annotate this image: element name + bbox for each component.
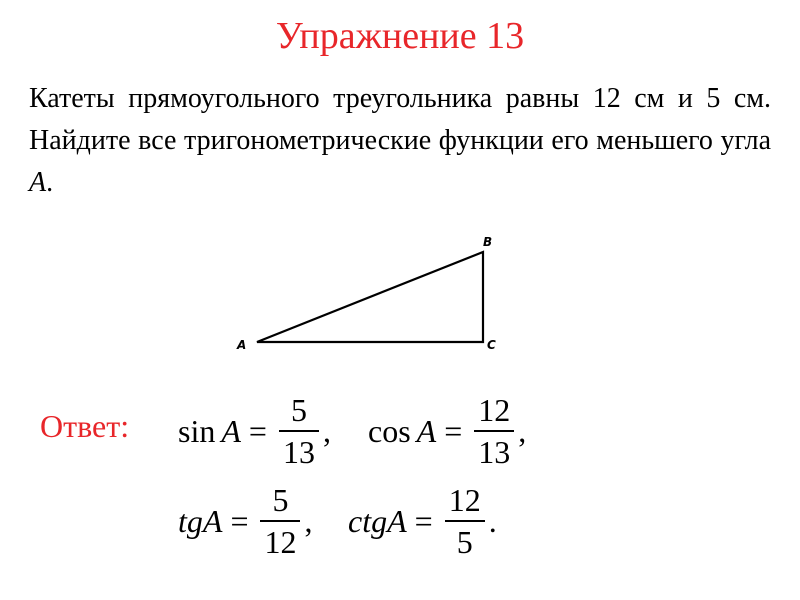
triangle-figure bbox=[225, 228, 515, 358]
tg-function: tgA bbox=[178, 502, 223, 539]
sin-equals: = bbox=[248, 412, 267, 449]
tg-denominator: 12 bbox=[264, 524, 297, 560]
ctg-function: ctgA bbox=[348, 502, 407, 539]
answer-label: Ответ: bbox=[40, 408, 130, 444]
sin-punct: , bbox=[322, 412, 331, 449]
problem-statement bbox=[29, 78, 771, 204]
formula-tg bbox=[178, 482, 312, 560]
ctg-numerator: 12 bbox=[448, 482, 481, 518]
vertex-label-a: A bbox=[237, 338, 247, 352]
cos-equals: = bbox=[444, 412, 463, 449]
formula-sin bbox=[178, 392, 331, 470]
cos-punct: , bbox=[518, 412, 527, 449]
ctg-fraction bbox=[445, 482, 485, 560]
sin-argument: A bbox=[221, 412, 241, 449]
tg-fraction bbox=[260, 482, 300, 560]
tg-numerator: 5 bbox=[272, 482, 289, 518]
slide-title: Упражнение 13 bbox=[275, 15, 525, 57]
ctg-punct: . bbox=[488, 502, 497, 539]
ctg-denominator: 5 bbox=[456, 524, 473, 560]
sin-numerator: 5 bbox=[290, 392, 307, 428]
vertex-label-c: C bbox=[487, 338, 496, 352]
tg-punct: , bbox=[304, 502, 313, 539]
cos-denominator: 13 bbox=[478, 434, 511, 470]
vertex-label-b: B bbox=[483, 235, 493, 249]
problem-text: Катеты прямоугольного треугольника равны 12 см и 5 см. Найдите все тригонометрические функции его меньшего угла bbox=[29, 83, 771, 156]
problem-angle: A bbox=[29, 167, 47, 198]
problem-end: . bbox=[46, 167, 54, 198]
tg-equals: = bbox=[230, 502, 249, 539]
triangle-shape bbox=[257, 252, 483, 342]
formula-cos bbox=[368, 392, 526, 470]
sin-function: sin bbox=[178, 412, 216, 449]
sin-denominator: 13 bbox=[282, 434, 315, 470]
cos-numerator: 12 bbox=[478, 392, 511, 428]
cos-function: cos bbox=[368, 412, 411, 449]
formula-ctg bbox=[348, 482, 497, 560]
cos-argument: A bbox=[416, 412, 437, 449]
cos-fraction bbox=[474, 392, 514, 470]
sin-fraction bbox=[279, 392, 319, 470]
ctg-equals: = bbox=[414, 502, 433, 539]
